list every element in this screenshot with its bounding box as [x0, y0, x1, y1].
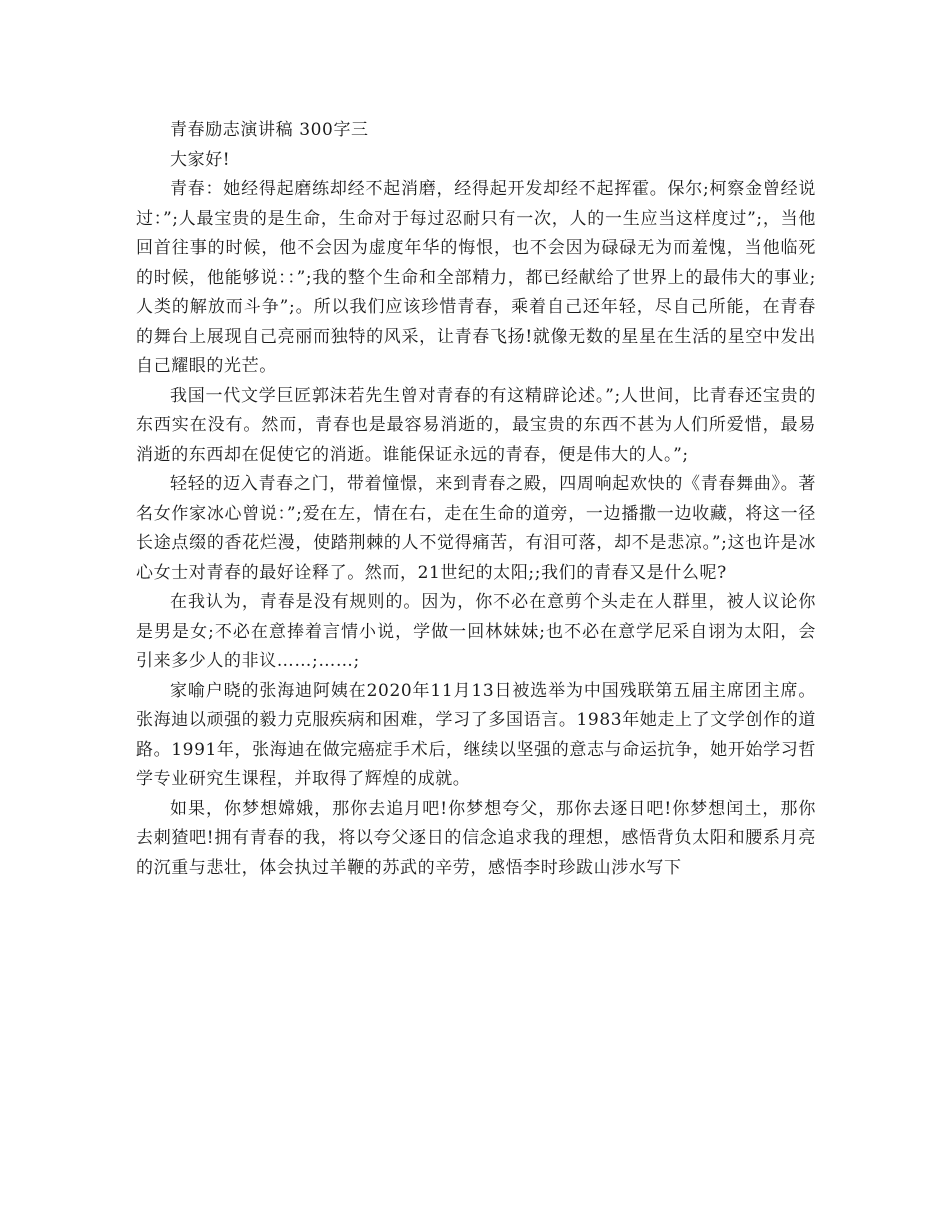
document-title: 青春励志演讲稿 300字三 [170, 120, 369, 140]
paragraph: 在我认为，青春是没有规则的。因为，你不必在意剪个头走在人群里，被人议论你是男是女;不必在意捧着言情小说，学做一回林妹妹;也不必在意学尼采自诩为太阳，会引来多少人的非议……;……; [136, 592, 816, 671]
paragraph: 轻轻的迈入青春之门，带着憧憬，来到青春之殿，四周响起欢快的《青春舞曲》。著名女作家冰心曾说：”;爱在左，情在右，走在生命的道旁，一边播撒一边收藏，将这一径长途点缀的香花烂漫，使踏荆棘的人不觉得痛苦，有泪可落，却不是悲凉。”;这也许是冰心女士对青春的最好诠释了。然而，21世纪的太阳;;我们的青春又是什么呢? [136, 474, 816, 583]
paragraph: 家喻户晓的张海迪阿姨在2020年11月13日被选举为中国残联第五届主席团主席。张海迪以顽强的毅力克服疾病和困难，学习了多国语言。1983年她走上了文学创作的道路。1991年，张海迪在做完癌症手术后，继续以坚强的意志与命运抗争，她开始学习哲学专业研究生课程，并取得了辉煌的成就。 [136, 680, 816, 789]
paragraph: 青春：她经得起磨练却经不起消磨，经得起开发却经不起挥霍。保尔;柯察金曾经说过：”;人最宝贵的是生命，生命对于每过忍耐只有一次，人的一生应当这样度过”;，当他回首往事的时候，他不会因为虚度年华的悔恨，也不会因为碌碌无为而羞愧，当他临死的时候，他能够说：：”;我的整个生命和全部精力，都已经献给了世界上的最伟大的事业;人类的解放而斗争”;。所以我们应该珍惜青春，乘着自己还年轻，尽自己所能，在青春的舞台上展现自己亮丽而独特的风采，让青春飞扬!就像无数的星星在生活的星空中发出自己耀眼的光芒。 [136, 179, 816, 376]
document-body [136, 116, 816, 883]
paragraph: 我国一代文学巨匠郭沫若先生曾对青春的有这精辟论述。”;人世间，比青春还宝贵的东西实在没有。然而，青春也是最容易消逝的，最宝贵的东西不甚为人们所爱惜，最易消逝的东西却在促使它的消逝。谁能保证永远的青春，便是伟大的人。”; [136, 385, 816, 465]
greeting: 大家好! [170, 149, 231, 170]
paragraph: 如果，你梦想嫦娥，那你去追月吧!你梦想夸父，那你去逐日吧!你梦想闰土，那你去刺猹吧!拥有青春的我，将以夸父逐日的信念追求我的理想，感悟背负太阳和腰系月亮的沉重与悲壮，体会执过羊鞭的苏武的辛劳，感悟李时珍跋山涉水写下 [136, 798, 816, 878]
